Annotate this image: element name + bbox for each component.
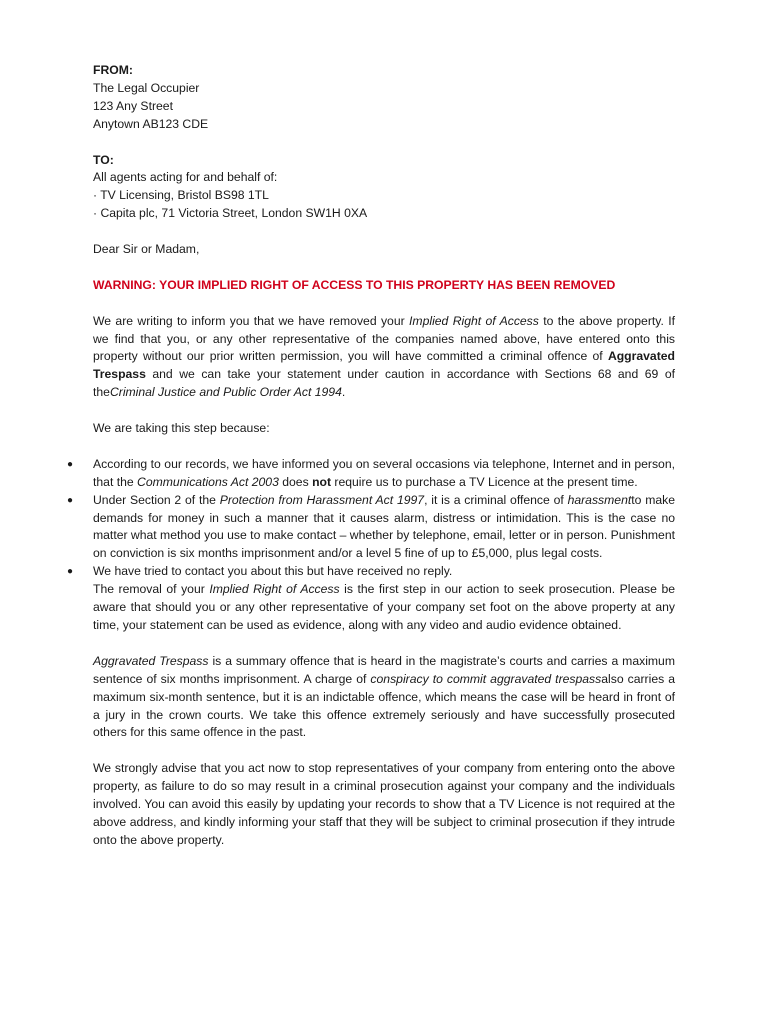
sender-block: [93, 62, 675, 134]
list-item: ● We have tried to contact you about this but have received no reply.: [93, 563, 675, 581]
list-item: ● Under Section 2 of the Protection from Harassment Act 1997, it is a criminal offence of harassmentto make demands for money in such a manner that it causes alarm, distress or intimidation. This is the case no matter what method you use to make contact – whether by telephone, email, letter or in person. Punishment on conviction is six months imprisonment and/or a level 5 fine of up to £5,000, plus legal costs.: [67, 492, 676, 561]
bullet-icon: ●: [67, 458, 74, 470]
offence-paragraph: Aggravated Trespass is a summary offence that is heard in the magistrate’s courts and carries a maximum sentence of six months imprisonment. A charge of conspiracy to commit aggravated trespassalso carries a maximum six-month sentence, but it is an indictable offence, which means the case will be heard in front of a jury in the crown courts. We take this offence extremely seriously and have successfully prosecuted others for this same offence in the past.: [93, 653, 675, 740]
bullet-icon: ●: [67, 494, 74, 506]
intro-paragraph: We are writing to inform you that we have removed your Implied Right of Access to the above property. If we find that you, or any other representative of the companies named above, have entered onto this property without our prior written permission, you will have committed a criminal offence of Aggravated Trespass and we can take your statement under caution in accordance with Sections 68 and 69 of theCriminal Justice and Public Order Act 1994.: [93, 313, 675, 400]
reasons-intro: We are taking this step because:: [93, 421, 270, 436]
reasons-list: [67, 456, 676, 581]
list-item: ● According to our records, we have informed you on several occasions via telephone, Internet and in person, that the Communications Act 2003 does not require us to purchase a TV Licence at the present time.: [67, 456, 675, 489]
recipient-block: [93, 152, 675, 224]
prosecution-paragraph: The removal of your Implied Right of Access is the first step in our action to seek prosecution. Please be aware that should you or any other representative of your company set foot on the above property at any time, your statement can be used as evidence, along with any video and audio evidence obtained.: [93, 582, 675, 632]
recipient-intro: All agents acting for and behalf of:: [93, 170, 278, 185]
salutation: Dear Sir or Madam,: [93, 242, 200, 257]
sender-street: 123 Any Street: [93, 98, 173, 113]
sender-name: The Legal Occupier: [93, 80, 200, 95]
advice-paragraph: We strongly advise that you act now to stop representatives of your company from entering onto the above property, as failure to do so may result in a criminal prosecution against your company and the individuals involved. You can avoid this easily by updating your records to show that a TV Licence is not required at the above address, and kindly informing your staff that they will be subject to criminal prosecution if they intrude onto the above property.: [93, 761, 675, 847]
letter-body: [67, 62, 676, 850]
to-label: TO:: [93, 152, 114, 167]
recipient-item: · Capita plc, 71 Victoria Street, London SW1H 0XA: [93, 206, 368, 221]
recipient-item: · TV Licensing, Bristol BS98 1TL: [93, 188, 269, 203]
from-label: FROM:: [93, 63, 133, 77]
warning-heading: WARNING: YOUR IMPLIED RIGHT OF ACCESS TO THIS PROPERTY HAS BEEN REMOVED: [93, 277, 616, 292]
bullet-icon: ●: [67, 566, 74, 578]
sender-town: Anytown AB123 CDE: [93, 116, 209, 131]
